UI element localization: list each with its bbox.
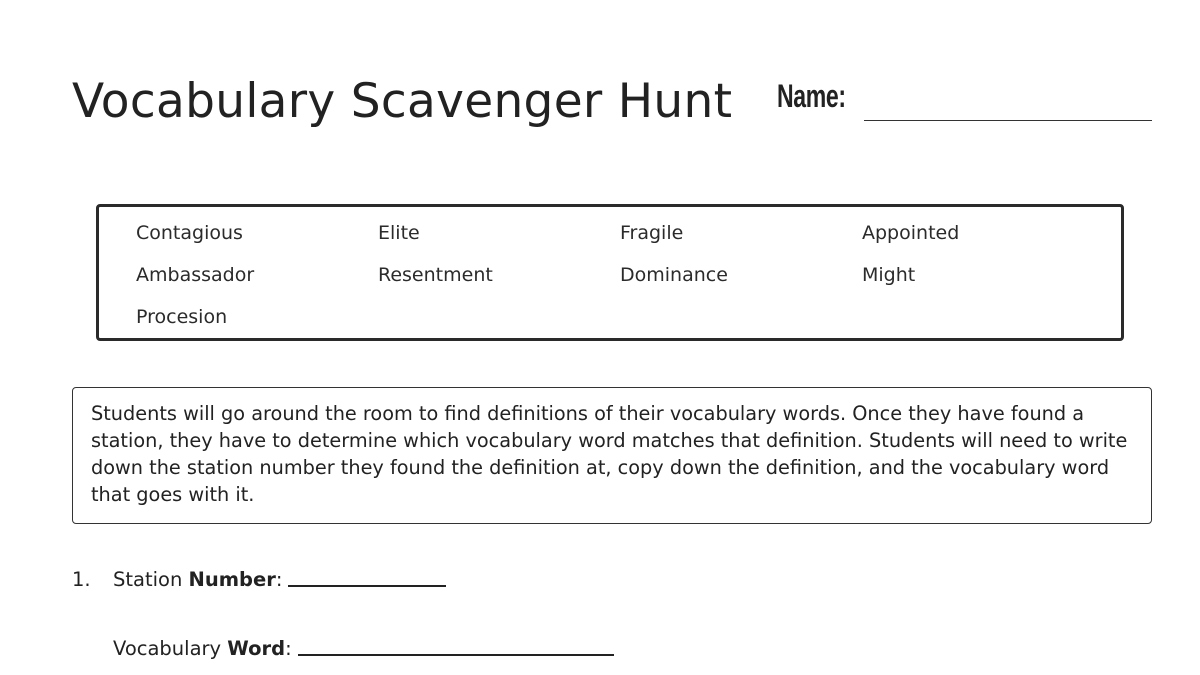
word-bank-item: Might — [862, 264, 916, 286]
word-label-prefix: Vocabulary — [113, 637, 228, 660]
word-bank-item: Ambassador — [136, 264, 255, 286]
word-label-suffix: : — [285, 637, 292, 660]
word-bank-item: Resentment — [378, 264, 493, 286]
vocabulary-word-row — [113, 637, 614, 660]
station-number-blank[interactable] — [288, 585, 446, 587]
station-label-bold: Number — [188, 568, 276, 591]
name-blank-line[interactable] — [864, 120, 1152, 121]
vocabulary-word-blank[interactable] — [298, 654, 614, 656]
name-label: Name: — [777, 78, 846, 114]
word-label-bold: Word — [227, 637, 286, 660]
question-number: 1. — [72, 568, 91, 591]
station-label-suffix: : — [275, 568, 283, 591]
word-bank-item: Procesion — [136, 306, 228, 328]
page-title: Vocabulary Scavenger Hunt — [72, 74, 733, 129]
word-bank-item: Appointed — [862, 222, 960, 244]
word-bank — [96, 204, 1124, 341]
station-label-prefix: Station — [113, 568, 189, 591]
station-number-row — [113, 568, 446, 591]
instructions-box — [72, 387, 1152, 524]
instructions-text: Students will go around the room to find definitions of their vocabulary words. Once they have found a station, they have to determine which vocabulary word matches that definition. Students will need to write down the station number they found the definition at, copy down the definition, and the vocabulary word that goes with it. — [91, 402, 1128, 506]
word-bank-item: Dominance — [620, 264, 728, 286]
word-bank-item: Elite — [378, 222, 420, 244]
word-bank-item: Contagious — [136, 222, 243, 244]
word-bank-item: Fragile — [620, 222, 684, 244]
